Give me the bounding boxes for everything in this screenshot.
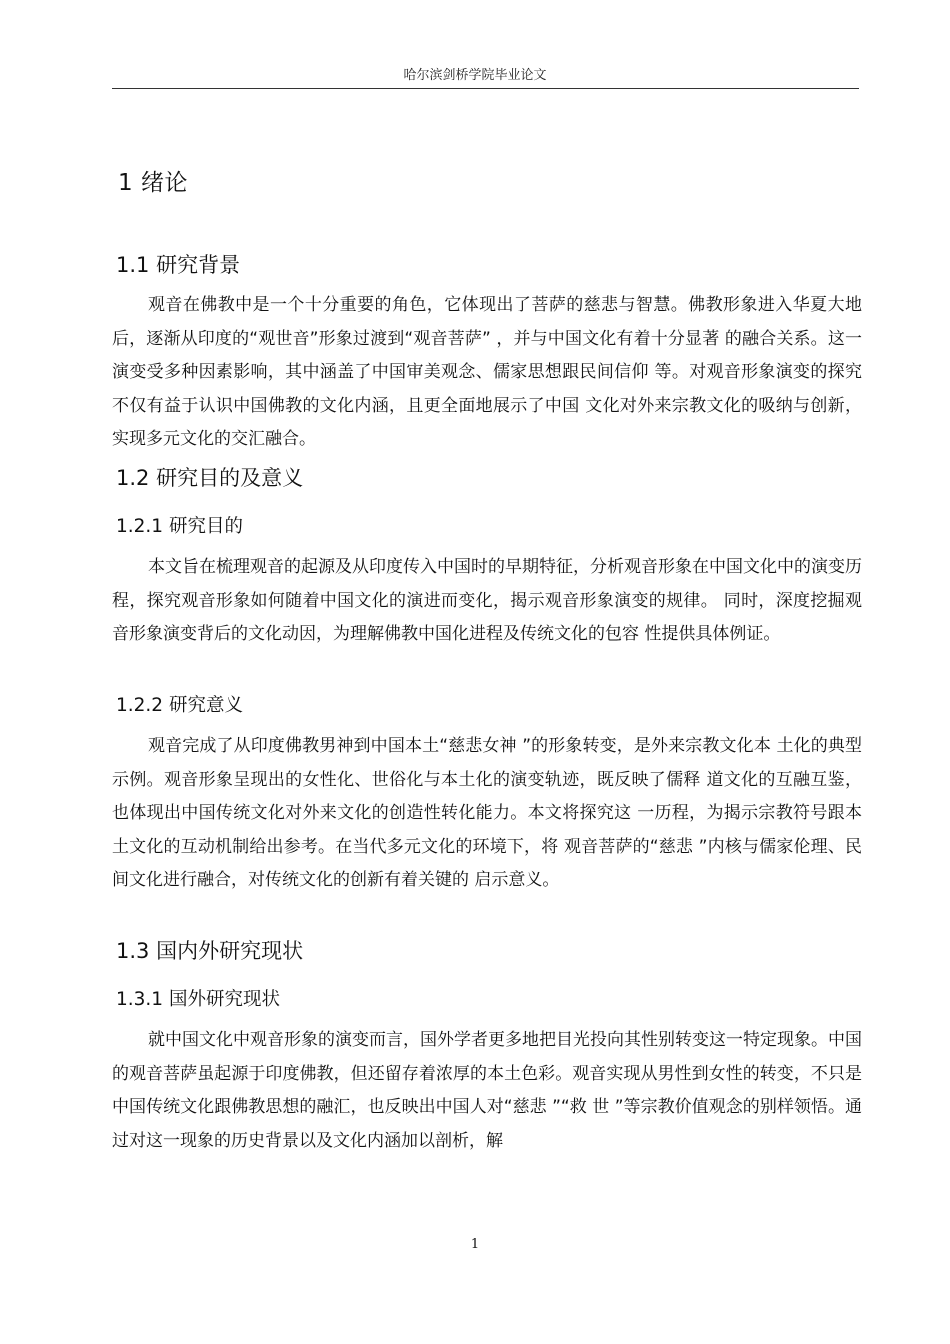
section-title-1-3: 1.3 国内外研究现状 xyxy=(116,939,304,963)
section-1-2-2-paragraph: 观音完成了从印度佛教男神到中国本土“慈悲女神 ”的形象转变，是外来宗教文化本 土化的典型示例。观音形象呈现出的女性化、世俗化与本土化的演变轨迹，既反映了儒释 道文化的互融互鉴，也体现出中国传统文化对外来文化的创造性转化能力。本文将探究这 一历程，为揭示宗教符号跟本土文化的互动机制给出参考。在当代多元文化的环境下，将 观音菩萨的“慈悲 ”内核与儒家伦理、民间文化进行融合，对传统文化的创新有着关键的 启示意义。 xyxy=(112,736,862,891)
section-1-3-1-paragraph: 就中国文化中观音形象的演变而言，国外学者更多地把目光投向其性别转变这一特定现象。中国的观音菩萨虽起源于印度佛教，但还留存着浓厚的本土色彩。观音实现从男性到女性的转变，不只是中国传统文化跟佛教思想的融汇，也反映出中国人对“慈悲 ”“救 世 ”等宗教价值观念的别样领悟。通过对这一现象的历史背景以及文化内涵加以剖析，解 xyxy=(112,1030,862,1151)
section-title-1-2: 1.2 研究目的及意义 xyxy=(116,466,304,490)
section-title-1-3-1: 1.3.1 国外研究现状 xyxy=(116,989,280,1010)
section-title-1-1: 1.1 研究背景 xyxy=(116,253,241,277)
page-header-title: 哈尔滨剑桥学院毕业论文 xyxy=(403,68,547,83)
section-title-1-2-2: 1.2.2 研究意义 xyxy=(116,695,243,716)
page-number: 1 xyxy=(470,1237,480,1252)
header-divider xyxy=(112,88,859,89)
section-1-2-1-paragraph: 本文旨在梳理观音的起源及从印度传入中国时的早期特征，分析观音形象在中国文化中的演变历程，探究观音形象如何随着中国文化的演进而变化，揭示观音形象演变的规律。 同时，深度挖掘观音形象演变背后的文化动因，为理解佛教中国化进程及传统文化的包容 性提供具体例证。 xyxy=(112,557,862,645)
section-1-1-paragraph: 观音在佛教中是一个十分重要的角色，它体现出了菩萨的慈悲与智慧。佛教形象进入华夏大地后，逐渐从印度的“观世音”形象过渡到“观音菩萨” ，并与中国文化有着十分显著 的融合关系。这一演变受多种因素影响，其中涵盖了中国审美观念、儒家思想跟民间信仰 等。对观音形象演变的探究不仅有益于认识中国佛教的文化内涵，且更全面地展示了中国 文化对外来宗教文化的吸纳与创新，实现多元文化的交汇融合。 xyxy=(112,295,862,450)
section-title-1-2-1: 1.2.1 研究目的 xyxy=(116,516,243,537)
chapter-title: 1 绪论 xyxy=(118,170,188,196)
